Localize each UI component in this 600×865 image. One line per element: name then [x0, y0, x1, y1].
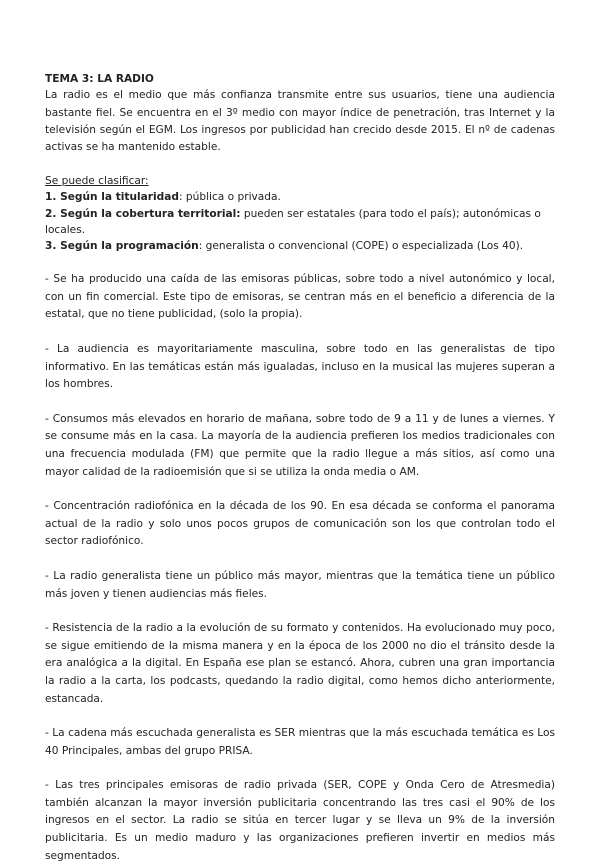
body-paragraph: - Las tres principales emisoras de radio privada (SER, COPE y Onda Cero de Atresmedia) también alcanzan la mayor inversión publicitaria concentrando las tres casi el 90% de los ingresos en el sector. La radio se sitúa en tercer lugar y se lleva un 9% de la inversión publicitaria. Es un medio maduro y las organizaciones prefieren invertir en medios más segmentados. [45, 779, 555, 862]
intro-paragraph: La radio es el medio que más confianza transmite entre sus usuarios, tiene una audiencia bastante fiel. Se encuentra en el 3º medio con mayor índice de penetración, tras Internet y la televisión según el EGM. Los ingresos por publicidad han crecido desde 2015. El nº de cadenas activas se ha mantenido estable. [45, 89, 555, 154]
classification-item: 1. Según la titularidad: pública o privada. [45, 191, 281, 204]
classification-item: 2. Según la cobertura territorial: pueden ser estatales (para todo el país); autonómicas o locales. [45, 207, 541, 236]
classification-heading: Se puede clasificar: [45, 175, 149, 188]
body-paragraph: - Se ha producido una caída de las emisoras públicas, sobre todo a nivel autonómico y local, con un fin comercial. Este tipo de emisoras, se centran más en el beneficio a diferencia de la estatal, que no tiene publicidad, (solo la propia). [45, 273, 555, 321]
body-paragraph: - Resistencia de la radio a la evolución de su formato y contenidos. Ha evolucionado muy poco, se sigue emitiendo de la misma manera y en la época de los 2000 no dio el tránsito desde la era analógica a la digital. En España ese plan se estancó. Ahora, cubren una gran importancia la radio a la carta, los podcasts, quedando la radio digital, como hemos dicho anteriormente, estancada. [45, 622, 555, 705]
classification-section [45, 173, 555, 254]
body-paragraph: - Concentración radiofónica en la década de los 90. En esa década se conforma el panorama actual de la radio y solo unos pocos grupos de comunicación son los que controlan todo el sector radiofónico. [45, 500, 555, 548]
body-paragraph: - La radio generalista tiene un público más mayor, mientras que la temática tiene un público más joven y tienen audiencias más fieles. [45, 569, 555, 600]
body-paragraph: - La audiencia es mayoritariamente masculina, sobre todo en las generalistas de tipo informativo. En las temáticas están más igualadas, incluso en la musical las mujeres superan a los hombres. [45, 343, 555, 391]
classification-item: 3. Según la programación: generalista o convencional (COPE) o especializada (Los 40). [45, 240, 524, 253]
document-title: TEMA 3: LA RADIO [45, 73, 154, 85]
body-paragraph: - Consumos más elevados en horario de mañana, sobre todo de 9 a 11 y de lunes a viernes. Y se consume más en la casa. La mayoría de la audiencia prefieren los medios tradicionales con una frecuencia modulada (FM) que permite que la radio llegue a más sitios, así como una mayor calidad de la radioemisión que si se utiliza la onda media o AM. [45, 412, 555, 478]
body-paragraph: - La cadena más escuchada generalista es SER mientras que la más escuchada temática es Los 40 Principales, ambas del grupo PRISA. [45, 727, 555, 757]
